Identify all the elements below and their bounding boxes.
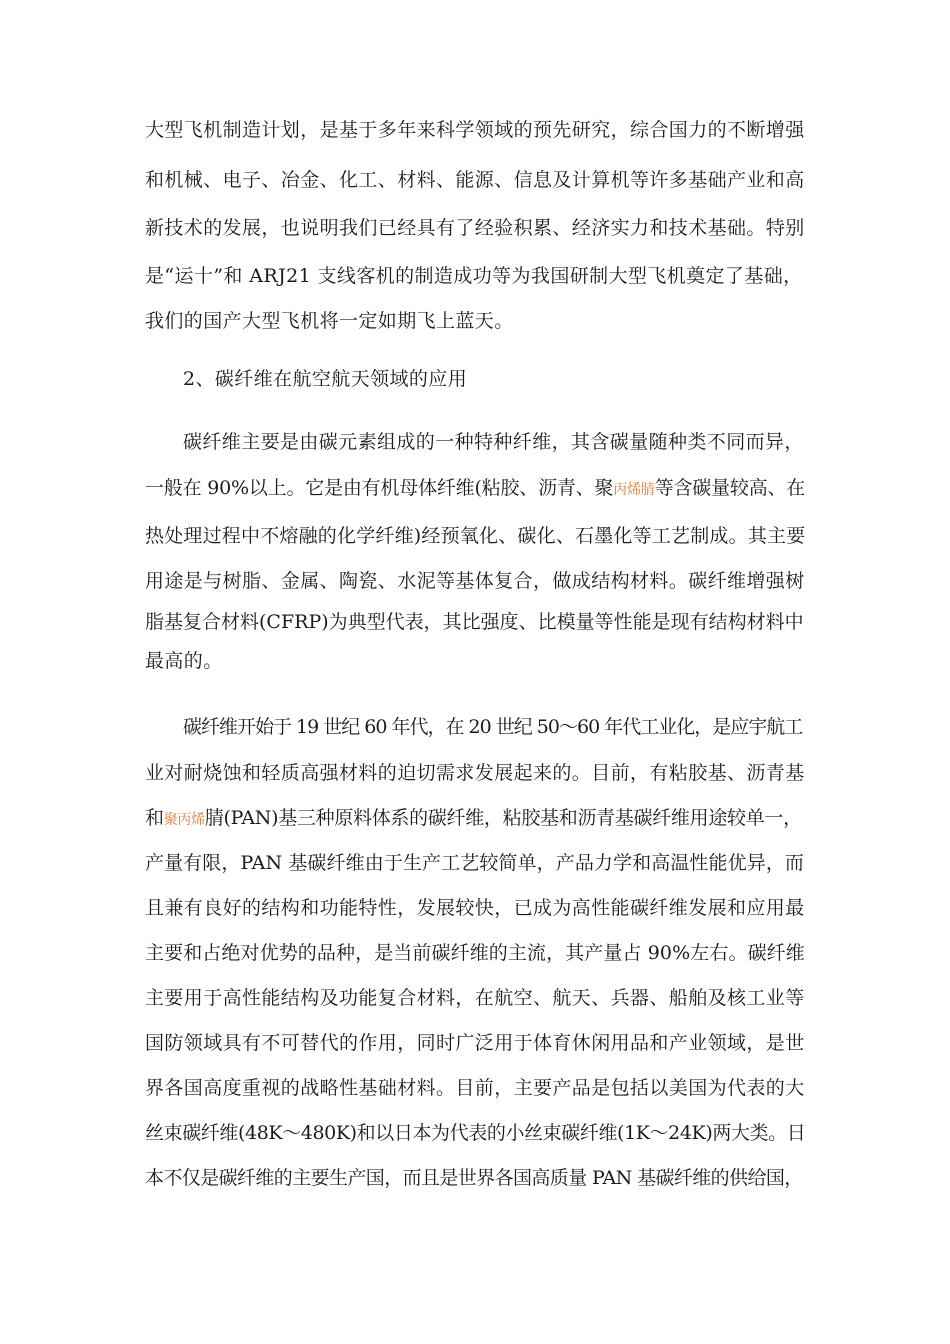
p1-line-1: 大型飞机制造计划，是基于多年来科学领域的预先研究，综合国力的不断增强 [145,119,805,141]
p2-line-2-text-b: 等含碳量较高、在 [654,477,806,499]
p1-line-5: 我们的国产大型飞机将一定如期飞上蓝天。 [145,310,514,332]
p3-line-7: 主要用于高性能结构及功能复合材料，在航空、航天、兵器、船舶及核工业等 [145,987,805,1009]
p3-line-3 [145,803,802,833]
p3-line-2: 业对耐烧蚀和轻质高强材料的迫切需求发展起来的。目前，有粘胶基、沥青基 [145,762,805,784]
p3-line-1: 碳纤维开始于 19 世纪 60 年代，在 20 世纪 50～60 年代工业化，是应宇航工 [183,716,803,738]
p1-line-2: 和机械、电子、冶金、化工、材料、能源、信息及计算机等许多基础产业和高 [145,169,805,191]
p2-line-2 [145,473,805,503]
p2-line-3: 热处理过程中不熔融的化学纤维)经预氧化、碳化、石墨化等工艺制成。其主要 [145,525,806,547]
p2-line-4: 用途是与树脂、金属、陶瓷、水泥等基体复合，做成结构材料。碳纤维增强树 [145,570,805,592]
p3-line-6: 主要和占绝对优势的品种，是当前碳纤维的主流，其产量占 90%左右。碳纤维 [145,942,805,964]
p3-line-9: 界各国高度重视的战略性基础材料。目前，主要产品是包括以美国为代表的大 [145,1077,805,1099]
p2-line-2-text-a: 一般在 90%以上。它是由有机母体纤维(粘胶、沥青、聚 [145,477,614,499]
p1-line-4: 是“运十”和 ARJ21 支线客机的制造成功等为我国研制大型飞机奠定了基础， [145,265,803,287]
p3-line-10: 丝束碳纤维(48K～480K)和以日本为代表的小丝束碳纤维(1K～24K)两大类。日 [145,1122,806,1144]
p2-line-1: 碳纤维主要是由碳元素组成的一种特种纤维，其含碳量随种类不同而异， [183,431,804,453]
p2-line-5: 脂基复合材料(CFRP)为典型代表，其比强度、比模量等性能是现有结构材料中 [145,611,804,633]
p3-line-3-text-b: 腈(PAN)基三种原料体系的碳纤维，粘胶基和沥青基碳纤维用途较单一， [204,807,802,829]
p3-line-3-text-a: 和 [145,807,164,829]
p3-highlight-term: 聚丙烯 [163,812,205,828]
p3-line-5: 且兼有良好的结构和功能特性，发展较快，已成为高性能碳纤维发展和应用最 [145,897,805,919]
p1-line-3: 新技术的发展，也说明我们已经具有了经验积累、经济实力和技术基础。特别 [145,217,805,239]
section-heading: 2、碳纤维在航空航天领域的应用 [183,368,468,390]
p3-line-11: 本不仅是碳纤维的主要生产国，而且是世界各国高质量 PAN 基碳纤维的供给国， [145,1167,803,1189]
p3-line-4: 产量有限，PAN 基碳纤维由于生产工艺较简单，产品力学和高温性能优异，而 [145,852,805,874]
p2-highlight-term: 丙烯腈 [613,482,655,498]
p2-line-6: 最高的。 [145,650,223,672]
p3-line-8: 国防领域具有不可替代的作用，同时广泛用于体育休闲用品和产业领域，是世 [145,1032,805,1054]
